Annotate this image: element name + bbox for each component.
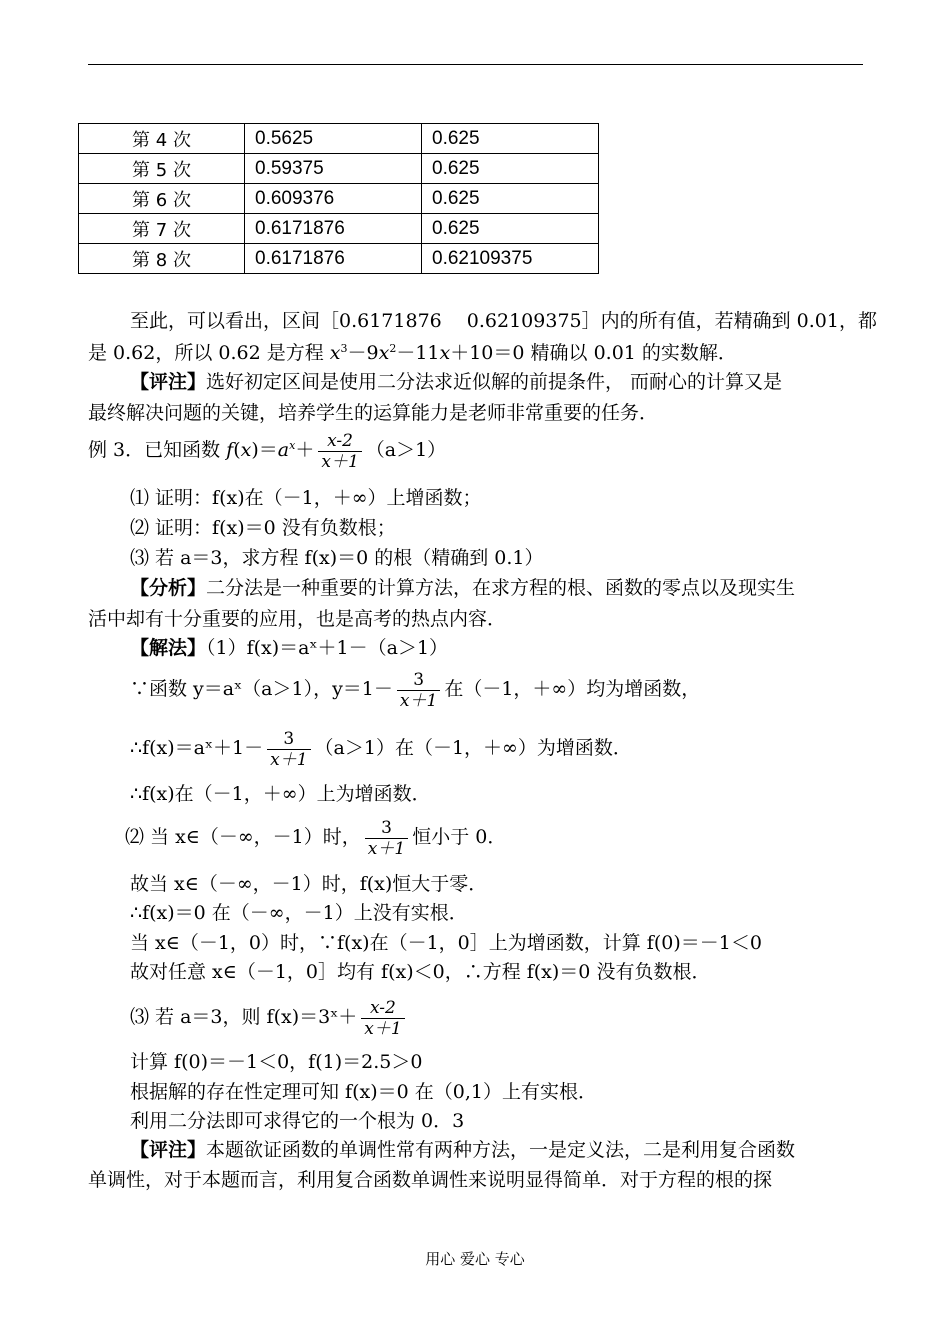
upper-bound-cell: 0.62109375 [422, 244, 599, 274]
solution-line10: ⑶ 若 a＝3，则 f(x)＝3ˣ＋ $\frac{x-2}{x+1}$ [130, 994, 409, 1040]
table-row [79, 244, 599, 274]
solution-line8: 当 x∈（－1，0）时，∵f(x)在（－1，0］上为增函数，计算 f(0)＝－1＜0 [130, 932, 762, 954]
upper-bound-cell: 0.625 [422, 154, 599, 184]
solution-line2: ∵函数 y＝aˣ（a＞1），y＝1－ $\frac{3}{x+1}$ 在（－1，＋∞）均为增函数， [130, 669, 701, 711]
table-row [79, 154, 599, 184]
header-rule [88, 64, 863, 65]
table-row [79, 214, 599, 244]
question-3: ⑶ 若 a＝3，求方程 f(x)＝0 的根（精确到 0.1） [130, 547, 544, 569]
iteration-cell: 第 8 次 [79, 244, 245, 274]
iteration-cell: 第 6 次 [79, 184, 245, 214]
lower-bound-cell: 0.5625 [245, 124, 422, 154]
iteration-cell: 第 4 次 [79, 124, 245, 154]
note2-line2: 单调性，对于本题而言，利用复合函数单调性来说明显得简单．对于方程的根的探 [88, 1169, 773, 1191]
example3-heading: 例 3．已知函数 $f(x)=a^x+$ $\frac{x-2}{x+1}$ （a＞1） [88, 430, 447, 472]
solution-line4: ∴f(x)在（－1，＋∞）上为增函数． [130, 783, 431, 805]
note1-line2: 最终解决问题的关键，培养学生的运算能力是老师非常重要的任务． [88, 402, 659, 424]
upper-bound-cell: 0.625 [422, 124, 599, 154]
analysis-line2: 活中却有十分重要的应用，也是高考的热点内容． [88, 608, 507, 630]
solution-line7: ∴f(x)＝0 在（－∞，－1）上没有实根． [130, 902, 468, 924]
lower-bound-cell: 0.59375 [245, 154, 422, 184]
solution-line11: 计算 f(0)＝－1＜0，f(1)＝2.5＞0 [130, 1051, 423, 1073]
question-2: ⑵ 证明：f(x)＝0 没有负数根； [130, 517, 396, 539]
note2-line1: 【评注】本题欲证函数的单调性常有两种方法，一是定义法，二是利用复合函数 [130, 1139, 796, 1161]
table-row [79, 184, 599, 214]
upper-bound-cell: 0.625 [422, 184, 599, 214]
page-footer: 用心 爱心 专心 [425, 1250, 525, 1268]
lower-bound-cell: 0.609376 [245, 184, 422, 214]
para1-line2: 是 0.62，所以 0.62 是方程 $x^3-9x^2-11x+10=0$ 精确以 0.01 的实数解． [88, 342, 737, 364]
iteration-cell: 第 7 次 [79, 214, 245, 244]
bisection-table [78, 123, 599, 274]
table-row [79, 124, 599, 154]
para1-line1: 至此，可以看出，区间［0.6171876 0.62109375］内的所有值，若精确到 0.01，都 [130, 310, 877, 332]
solution-line6: 故当 x∈（－∞，－1）时，f(x)恒大于零． [130, 873, 488, 895]
solution-line12: 根据解的存在性定理可知 f(x)＝0 在（0,1）上有实根． [130, 1081, 597, 1103]
note1-line1: 【评注】选好初定区间是使用二分法求近似解的前提条件， 而耐心的计算又是 [130, 371, 783, 393]
question-1: ⑴ 证明：f(x)在（－1，＋∞）上增函数； [130, 487, 482, 509]
iteration-cell: 第 5 次 [79, 154, 245, 184]
solution-line13: 利用二分法即可求得它的一个根为 0．3 [130, 1110, 465, 1132]
solution-line1: 【解法】（1）f(x)＝aˣ＋1－（a＞1） [130, 637, 449, 659]
analysis-line1: 【分析】二分法是一种重要的计算方法，在求方程的根、函数的零点以及现实生 [130, 577, 796, 599]
solution-line3: ∴f(x)＝aˣ＋1－ $\frac{3}{x+1}$ （a＞1）在（－1，＋∞）为增函数． [130, 728, 632, 770]
solution-line5: ⑵ 当 x∈（－∞，－1）时， $\frac{3}{x+1}$ 恒小于 0． [125, 817, 507, 859]
lower-bound-cell: 0.6171876 [245, 244, 422, 274]
solution-line9: 故对任意 x∈（－1，0］均有 f(x)＜0，∴方程 f(x)＝0 没有负数根． [130, 961, 711, 983]
upper-bound-cell: 0.625 [422, 214, 599, 244]
lower-bound-cell: 0.6171876 [245, 214, 422, 244]
